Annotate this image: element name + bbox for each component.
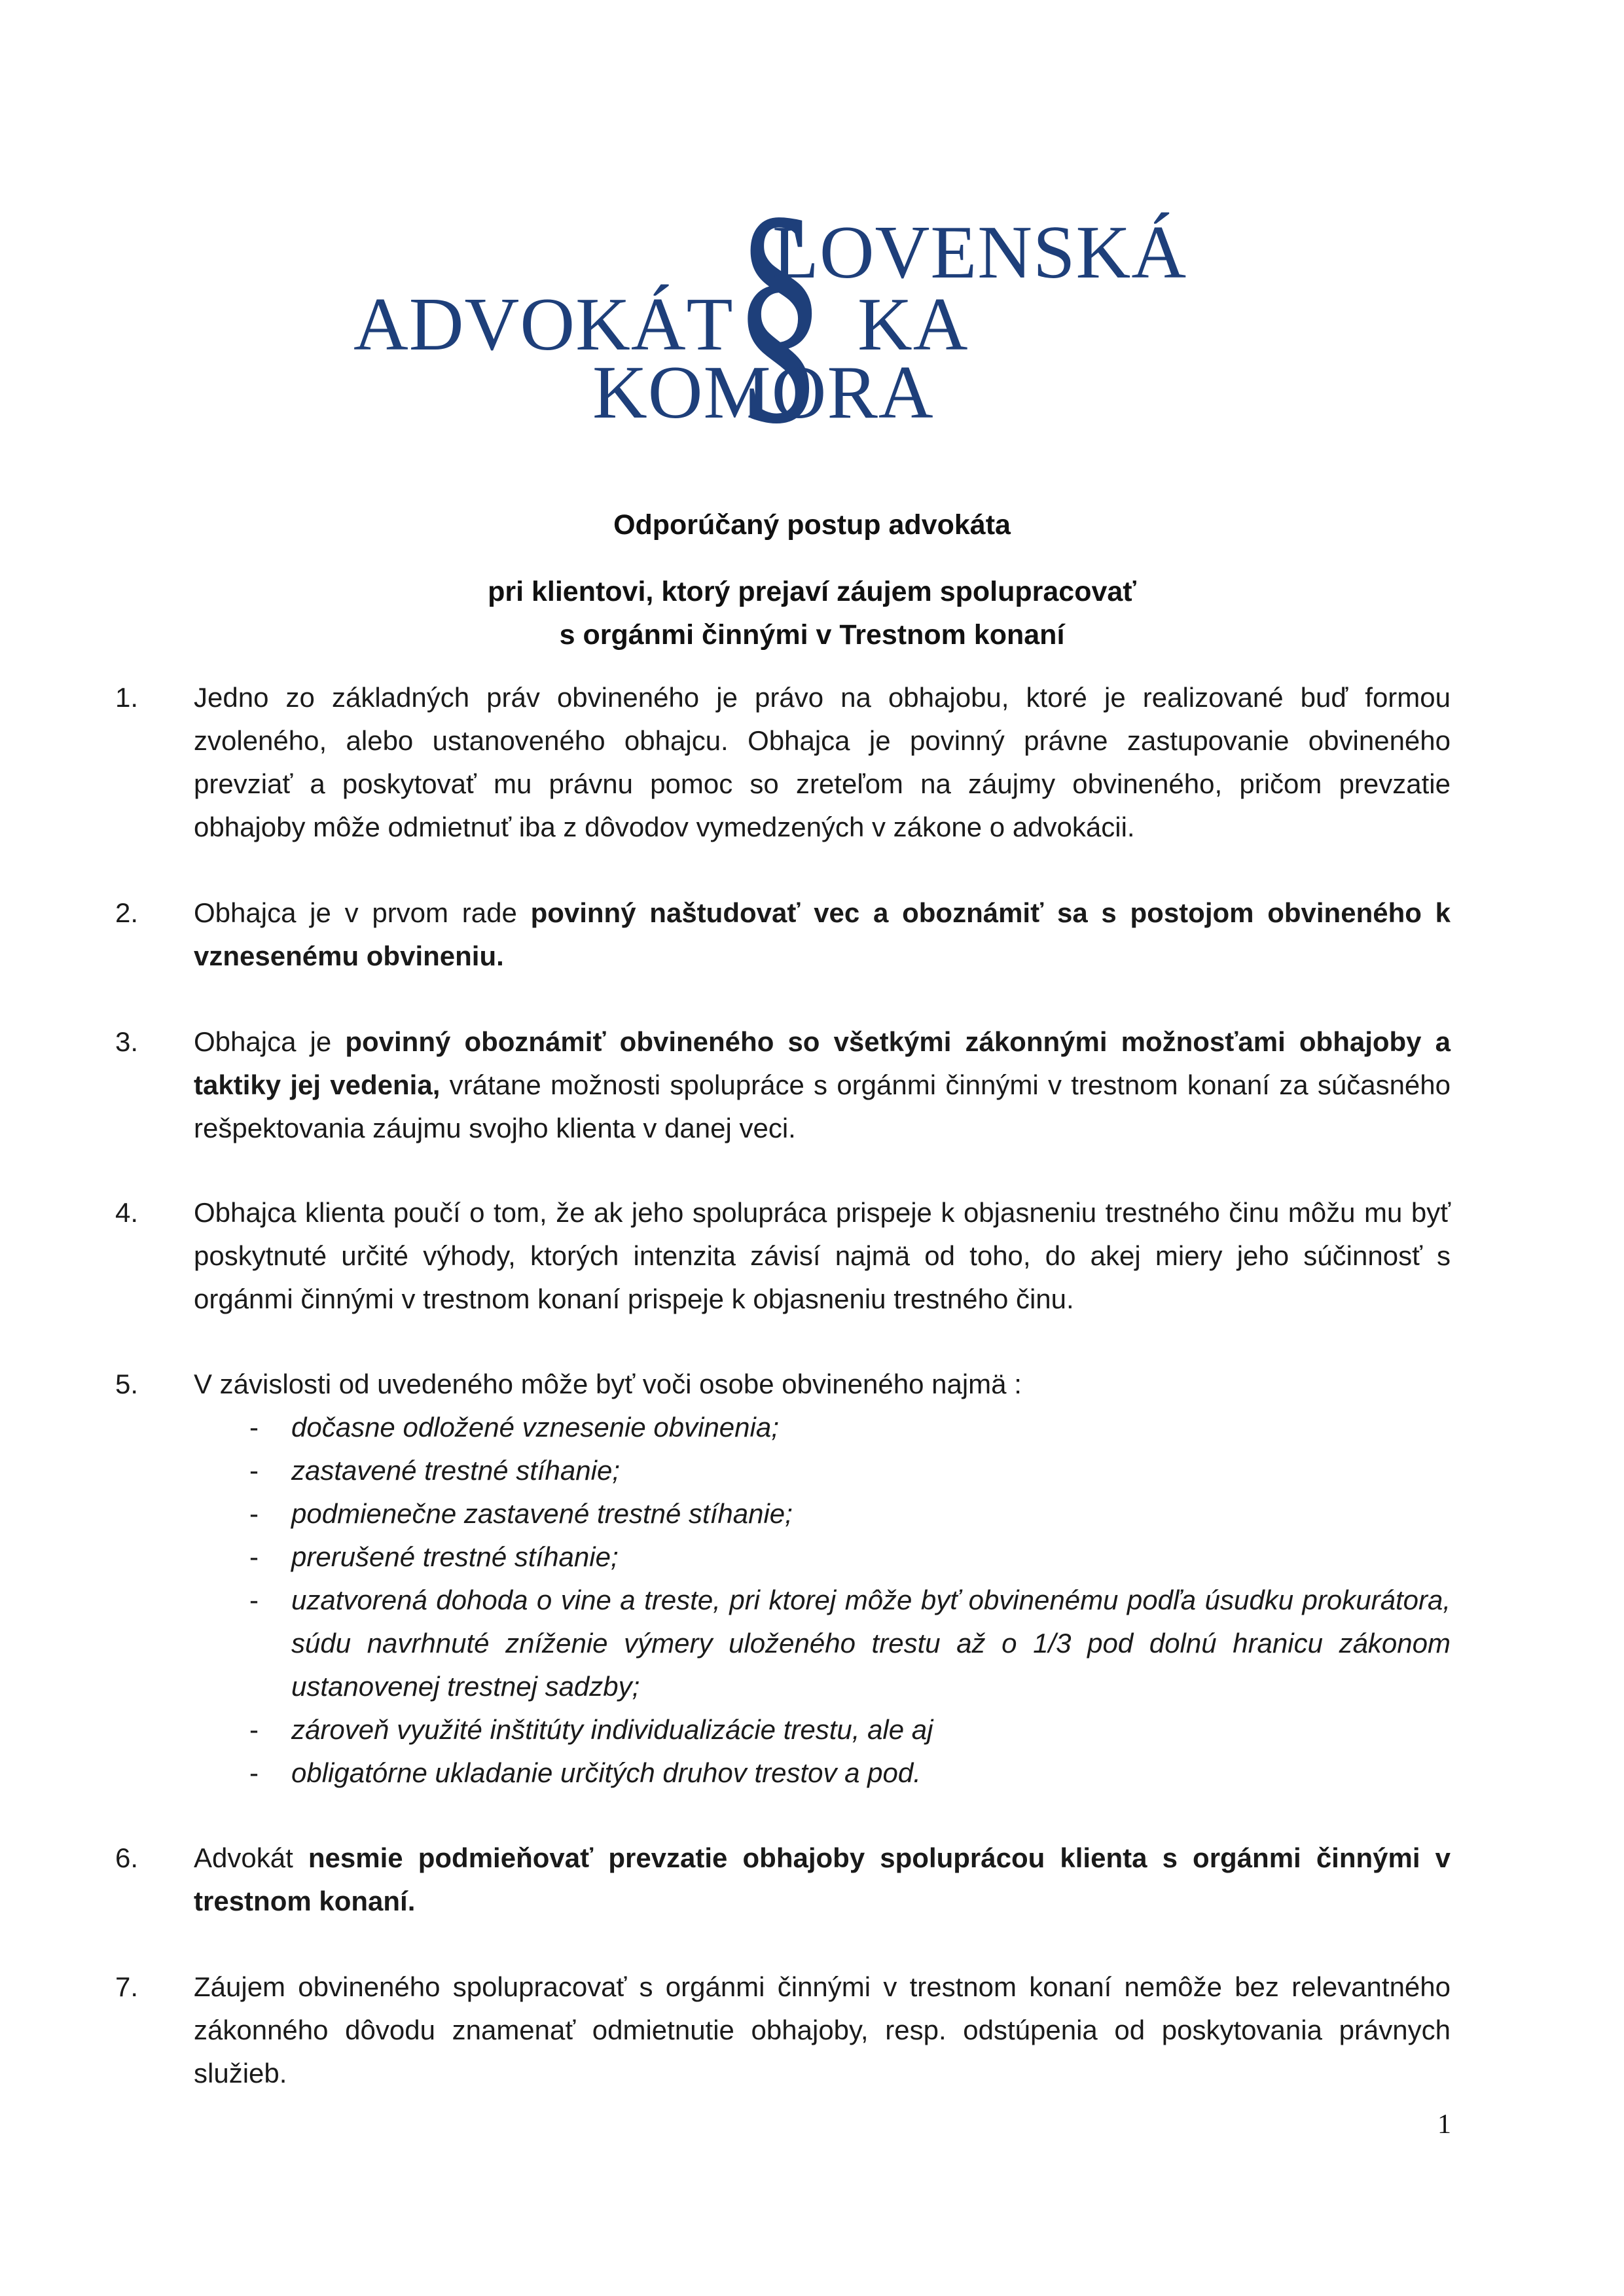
dash-bullet: -: [249, 1455, 259, 1486]
numbered-item-3: [115, 1020, 1451, 1150]
item-number: 7.: [115, 1971, 139, 2002]
list-item: [194, 1751, 1451, 1795]
numbered-item-5: [115, 1363, 1451, 1795]
list-item-text: prerušené trestné stíhanie;: [291, 1541, 619, 1572]
logo-line-komora: KOMORA: [592, 351, 934, 435]
list-item-text: obligatórne ukladanie určitých druhov trestov a pod.: [291, 1757, 921, 1788]
item-text: [194, 1363, 1451, 1795]
item-number: 3.: [115, 1026, 139, 1057]
document-subtitle-line-2: s orgánmi činnými v Trestnom konaní: [559, 619, 1065, 651]
numbered-item-7: [115, 1965, 1451, 2095]
item-text-regular: Advokát: [194, 1842, 308, 1873]
logo-line-ka: KA: [857, 283, 969, 367]
numbered-item-4: [115, 1191, 1451, 1321]
item-number: 1.: [115, 682, 139, 713]
item-text-bold: nesmie podmieňovať prevzatie obhajoby spoluprácou klienta s orgánmi činnými v trestnom konaní.: [194, 1842, 1451, 1916]
bar-association-logo: [353, 163, 1296, 447]
dash-bullet: -: [249, 1585, 259, 1615]
list-item: [194, 1708, 1451, 1751]
document-subtitle-line-1: pri klientovi, ktorý prejaví záujem spolupracovať: [488, 576, 1136, 607]
dash-bullet: -: [249, 1412, 259, 1443]
document-title: Odporúčaný postup advokáta: [613, 509, 1011, 541]
item-text-regular: Obhajca je: [194, 1026, 346, 1057]
item-text: Jedno zo základných práv obvineného je právo na obhajobu, ktoré je realizované buď formou zvoleného, alebo ustanoveného obhajcu. Obhajca je povinný právne zastupovanie obvineného prevziať a poskytovať mu právnu pomoc so zreteľom na záujmy obvineného, pričom prevzatie obhajoby môže odmietnuť iba z dôvodov vymedzených v zákone o advokácii.: [194, 682, 1451, 842]
item-number: 6.: [115, 1842, 139, 1873]
numbered-item-2: [115, 891, 1451, 978]
list-item: [194, 1535, 1451, 1579]
numbered-item-6: [115, 1837, 1451, 1923]
item-intro: V závislosti od uvedeného môže byť voči osobe obvineného najmä :: [194, 1369, 1022, 1399]
dash-bullet: -: [249, 1541, 259, 1572]
item-text: Obhajca klienta poučí o tom, že ak jeho spolupráca prispeje k objasneniu trestného činu môžu mu byť poskytnuté určité výhody, ktorých intenzita závisí najmä od toho, do akej miery jeho súčinnosť s orgánmi činnými v trestnom konaní prispeje k objasneniu trestného činu.: [194, 1197, 1451, 1314]
list-item: [194, 1406, 1451, 1449]
item-text: [194, 891, 1451, 978]
item-text-bold: povinný oboznámiť obvineného so všetkými zákonnými možnosťami obhajoby a taktiky jej vedenia,: [194, 1026, 1451, 1100]
item-text: [194, 1837, 1451, 1923]
logo-line-advokat: ADVOKÁT: [353, 283, 734, 367]
list-item: [194, 1492, 1451, 1535]
list-item-text: dočasne odložené vznesenie obvinenia;: [291, 1412, 779, 1443]
item-number: 5.: [115, 1369, 139, 1399]
list-item-text: uzatvorená dohoda o vine a treste, pri ktorej môže byť obvinenému podľa úsudku prokurátora, súdu navrhnuté zníženie výmery uloženého trestu až o 1/3 pod dolnú hranicu zákonom ustanovenej trestnej sadzby;: [291, 1585, 1451, 1702]
section-sign-logo-mark: §: [733, 163, 826, 447]
item-text-bold: povinný naštudovať vec a oboznámiť sa s postojom obvineného k vznesenému obvineniu.: [194, 897, 1451, 971]
item-text: Záujem obvineného spolupracovať s orgánmi činnými v trestnom konaní nemôže bez relevantného zákonného dôvodu znamenať odmietnutie obhajoby, resp. odstúpenia od poskytovania právnych služieb.: [194, 1971, 1451, 2089]
list-item-text: zastavené trestné stíhanie;: [291, 1455, 620, 1486]
item-text: [194, 1020, 1451, 1150]
list-item: [194, 1449, 1451, 1492]
consequence-list: [194, 1406, 1451, 1795]
list-item-text: zároveň využité inštitúty individualizácie trestu, ale aj: [291, 1714, 933, 1745]
logo-line-slovenska: LOVENSKÁ: [772, 211, 1187, 295]
item-number: 4.: [115, 1197, 139, 1228]
list-item-text: podmienečne zastavené trestné stíhanie;: [291, 1498, 793, 1529]
numbered-item-1: [115, 676, 1451, 849]
item-text-regular: Obhajca je v prvom rade: [194, 897, 531, 928]
item-number: 2.: [115, 897, 139, 928]
dash-bullet: -: [249, 1498, 259, 1529]
list-item: [194, 1579, 1451, 1708]
dash-bullet: -: [249, 1757, 259, 1788]
page-number: 1: [1437, 2109, 1451, 2140]
dash-bullet: -: [249, 1714, 259, 1745]
item-text-regular-end: vrátane možnosti spolupráce s orgánmi činnými v trestnom konaní za súčasného rešpektovania záujmu svojho klienta v danej veci.: [194, 1069, 1451, 1143]
